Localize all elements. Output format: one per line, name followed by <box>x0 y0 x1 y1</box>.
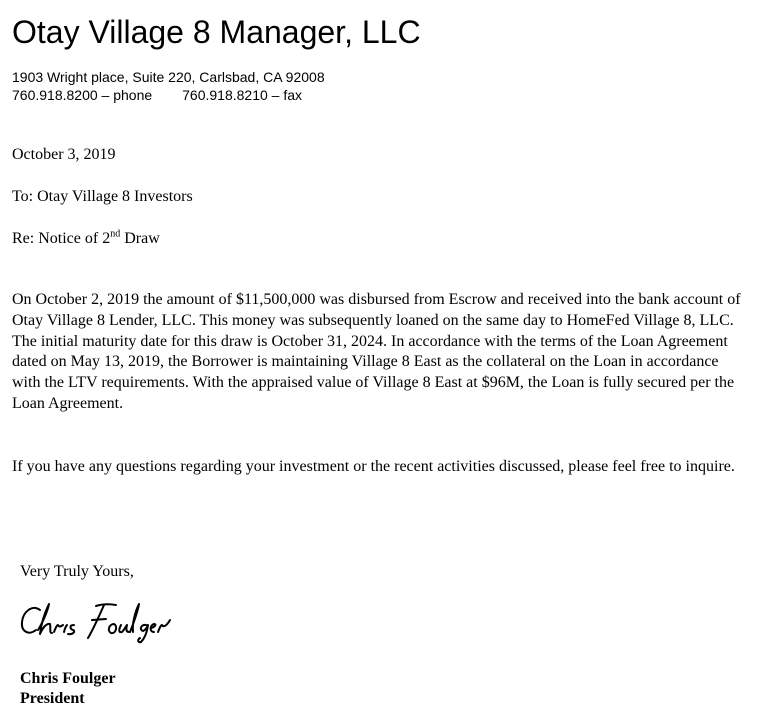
subject-ordinal-suffix: nd <box>110 228 121 240</box>
handwritten-signature <box>18 598 183 649</box>
letter-date: October 3, 2019 <box>12 146 116 163</box>
signer-title: President <box>20 690 85 707</box>
company-name: Otay Village 8 Manager, LLC <box>12 14 421 50</box>
subject-line <box>12 229 160 249</box>
body-paragraph: If you have any questions regarding your investment or the recent activities discussed, please feel free to inquire. <box>12 458 735 475</box>
signer-name: Chris Foulger <box>20 670 116 687</box>
address-block <box>12 68 325 104</box>
fax-number: 760.918.8210 – fax <box>182 87 303 103</box>
closing-salutation: Very Truly Yours, <box>20 563 134 580</box>
subject-suffix: Draw <box>120 230 160 247</box>
contact-line <box>12 86 325 104</box>
recipient-line: To: Otay Village 8 Investors <box>12 188 193 205</box>
subject-prefix: Re: Notice of 2 <box>12 230 111 247</box>
body-paragraph: On October 2, 2019 the amount of $11,500,000 was disbursed from Escrow and received into the bank account of Otay Village 8 Lender, LLC. This money was subsequently loaned on the same day to HomeFed Village 8, LLC. The initial maturity date for this draw is October 31, 2024. In accordance with the terms of the Loan Agreement dated on May 13, 2019, the Borrower is maintaining Village 8 East as the collateral on the Loan in accordance with the LTV requirements. With the appraised value of Village 8 East at $96M, the Loan is fully secured per the Loan Agreement. <box>12 291 741 412</box>
company-address: 1903 Wright place, Suite 220, Carlsbad, CA 92008 <box>12 69 325 85</box>
signature-image <box>18 598 183 644</box>
phone-number: 760.918.8200 – phone <box>12 87 153 103</box>
